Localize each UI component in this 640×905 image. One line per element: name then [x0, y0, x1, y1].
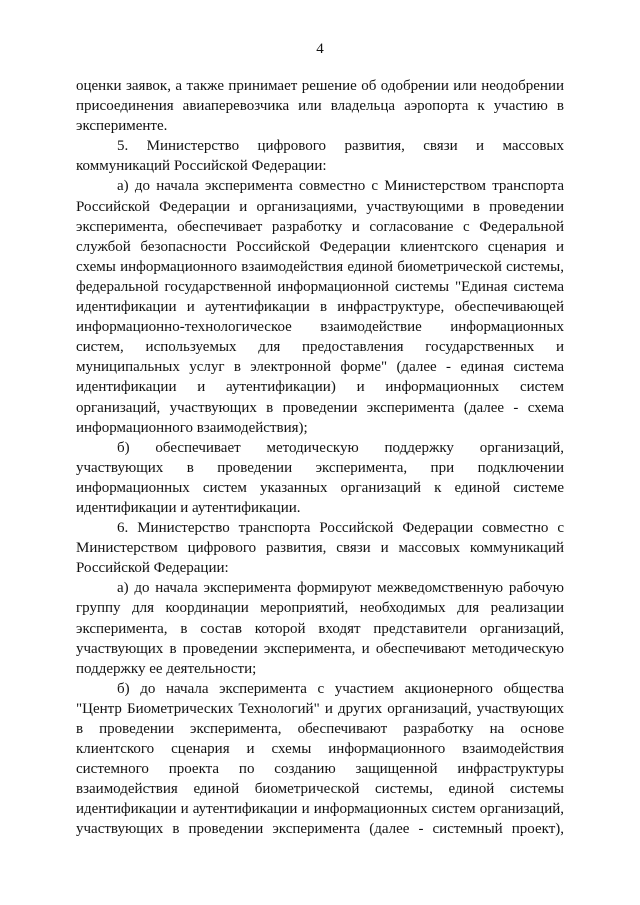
- paragraph-item-5: 5. Министерство цифрового развития, связи и массовых коммуникаций Российской Федерации:: [76, 138, 564, 175]
- paragraph-continuation: оценки заявок, а также принимает решение об одобрении или неодобрении присоединения авиаперевозчика или владельца аэропорта к участию в эксперименте.: [76, 78, 564, 135]
- paragraph-item-5b: б) обеспечивает методическую поддержку организаций, участвующих в проведении эксперимента, при подключении информационных систем указанных организаций к единой системе идентификации и аутентификации.: [76, 439, 564, 516]
- paragraph-item-5a: а) до начала эксперимента совместно с Министерством транспорта Российской Федерации и организациями, участвующими в проведении эксперимента, обеспечивает разработку и согласование с Федеральной службой безопасности Российской Федерации клиентского сценария и схемы информационного взаимодействия единой биометрической системы, федеральной государственной информационной системы "Единая система идентификации и аутентификации в инфраструктуре, обеспечивающей информационно-технологическое взаимодействие информационных систем, используемых для предоставления государственных и муниципальных услуг в электронной форме" (далее - единая система идентификации и аутентификации) и информационных систем организаций, участвующих в проведении эксперимента (далее - схема информационного взаимодействия);: [76, 178, 564, 436]
- page-number: 4: [316, 41, 324, 57]
- paragraph-item-6: 6. Министерство транспорта Российской Федерации совместно с Министерством цифрового развития, связи и массовых коммуникаций Российской Федерации:: [76, 520, 564, 577]
- document-body: [76, 76, 564, 840]
- paragraph-item-6b: б) до начала эксперимента с участием акционерного общества "Центр Биометрических Технологий" и других организаций, участвующих в проведении эксперимента, обеспечивают разработку на основе клиентского сценария и схемы информационного взаимодействия системного проекта по созданию защищенной инфраструктуры взаимодействия единой биометрической системы, единой системы идентификации и аутентификации и информационных систем организаций, участвующих в проведении эксперимента (далее - системный проект),: [76, 680, 564, 838]
- paragraph-item-6a: а) до начала эксперимента формируют межведомственную рабочую группу для координации мероприятий, необходимых для реализации эксперимента, в состав которой входят представители организаций, участвующих в проведении эксперимента, и обеспечивают методическую поддержку ее деятельности;: [76, 580, 564, 677]
